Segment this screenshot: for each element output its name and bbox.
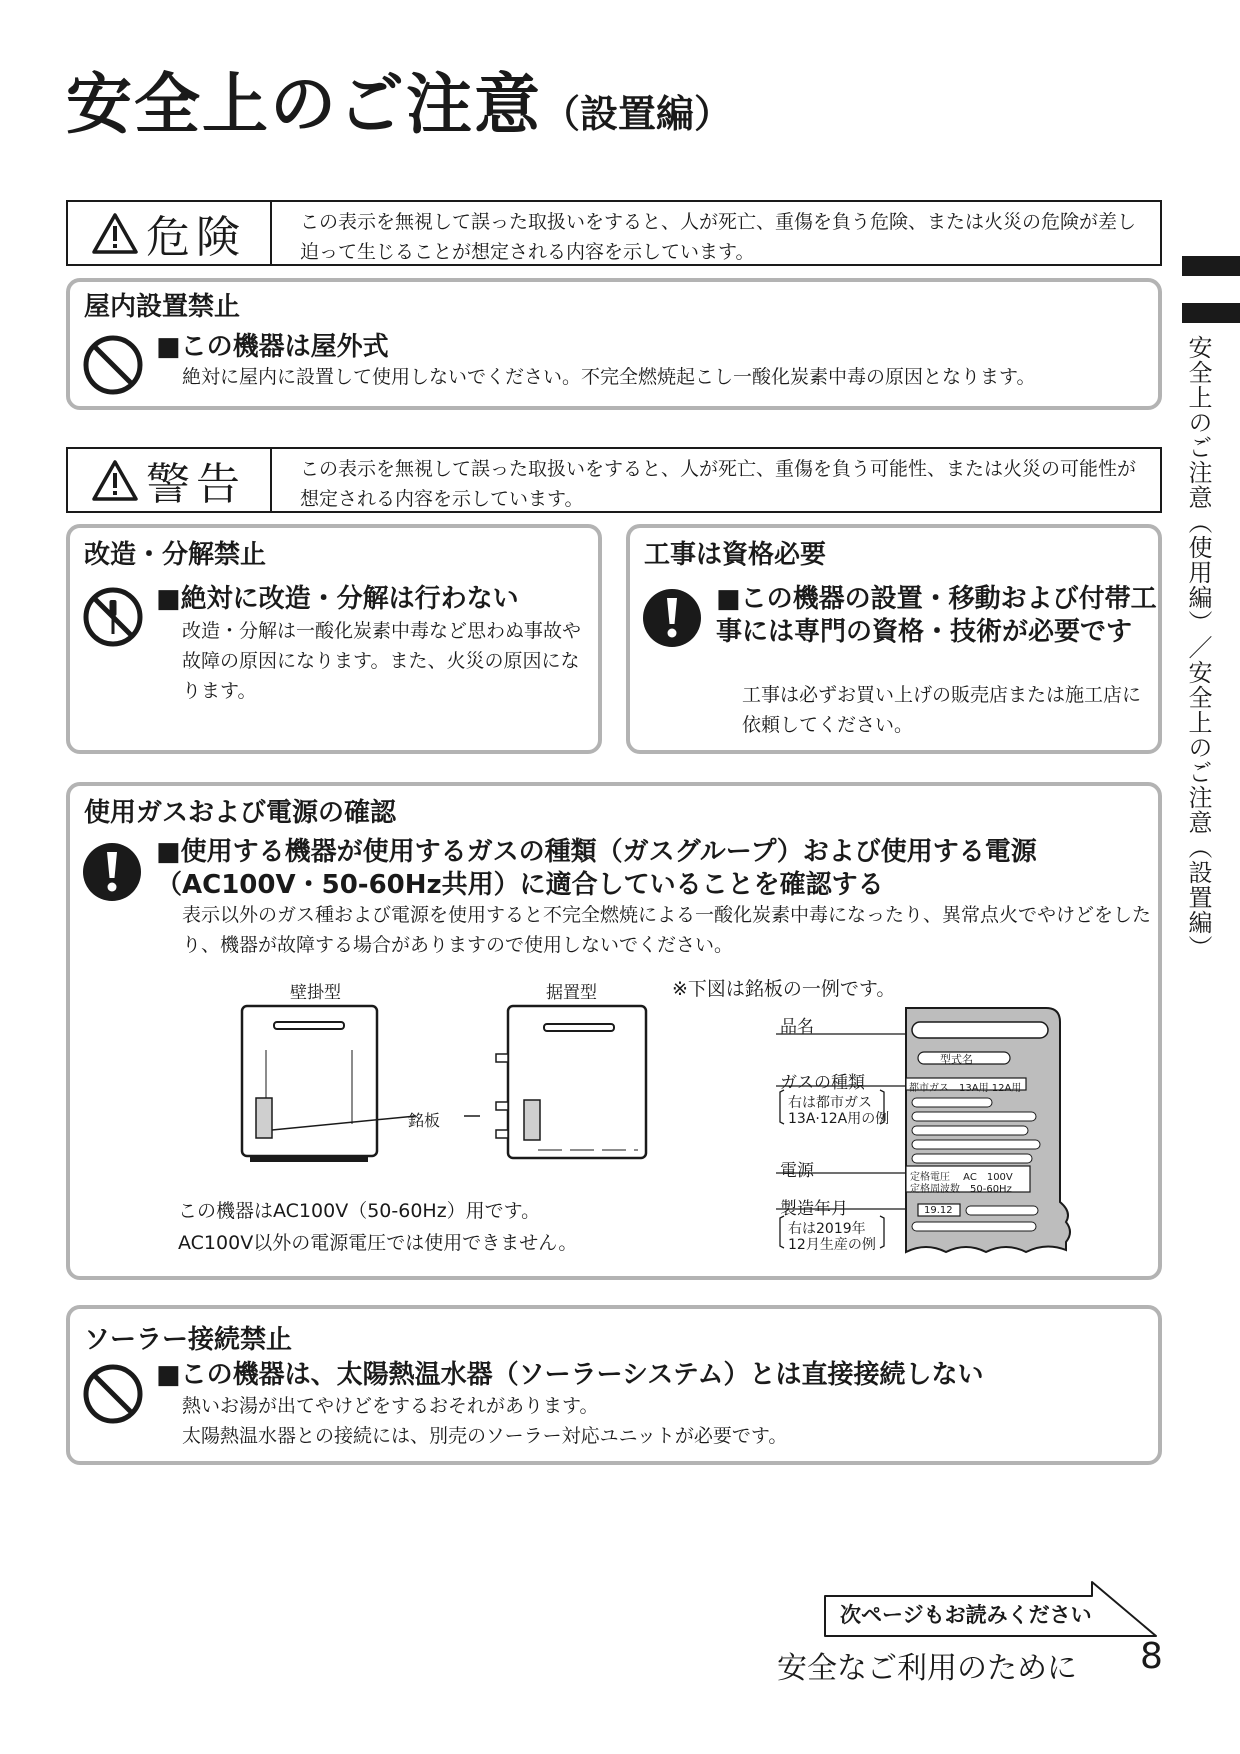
- wall-mount-unit-diagram: [240, 1004, 480, 1164]
- plate-voltage: 定格電圧 AC 100V: [910, 1172, 1013, 1183]
- side-tab-label: 安全上のご注意（使用編）／安全上のご注意（設置編）: [1184, 335, 1212, 960]
- warning-label: [68, 449, 272, 511]
- gas-power-title: 使用ガスおよび電源の確認: [84, 798, 397, 828]
- plate-label-gas-type: ガスの種類: [780, 1073, 865, 1093]
- side-tab-marker: [1182, 256, 1240, 276]
- power-note-line1: この機器はAC100V（50-60Hz）用です。: [178, 1200, 541, 1222]
- plate-label-power: 電源: [780, 1161, 814, 1181]
- wall-mount-label: 壁掛型: [290, 983, 341, 1003]
- nameplate-pointer-label: 銘板: [408, 1111, 441, 1130]
- indoor-prohibited-title: 屋内設置禁止: [84, 292, 241, 322]
- modify-prohibited-box: [66, 524, 602, 754]
- license-required-title: 工事は資格必要: [644, 540, 827, 570]
- danger-label: [68, 202, 272, 264]
- plate-label-product-name: 品名: [780, 1017, 814, 1037]
- floor-stand-unit-diagram: [478, 1004, 658, 1164]
- modify-prohibited-headline: ■絶対に改造・分解は行わない: [156, 584, 519, 614]
- license-required-headline: ■この機器の設置・移動および付帯工事には専門の資格・技術が必要です: [716, 584, 1157, 647]
- footer-section-title: 安全なご利用のために: [777, 1651, 1077, 1686]
- gas-power-headline: ■使用する機器が使用するガスの種類（ガスグループ）および使用する電源（AC100V・50-60Hz共用）に適合していることを確認する: [156, 837, 1037, 900]
- no-disassembly-icon: [82, 586, 144, 648]
- mandatory-exclamation-icon: [642, 588, 702, 648]
- danger-label-text: 危険: [146, 212, 246, 263]
- floor-stand-label: 据置型: [546, 983, 597, 1003]
- danger-description: この表示を無視して誤った取扱いをすると、人が死亡、重傷を負う危険、または火災の危険が差し迫って生じることが想定される内容を示しています。: [300, 211, 1137, 263]
- plate-label-manufacture: 製造年月: [780, 1199, 848, 1219]
- gas-note-line2: 13A·12A用の例: [788, 1111, 890, 1127]
- gas-power-body: 表示以外のガス種および電源を使用すると不完全燃焼による一酸化炭素中毒になったり、異常点火でやけどをしたり、機器が故障する場合がありますので使用しないでください。: [182, 904, 1152, 956]
- plate-frequency: 定格周波数 50-60Hz: [910, 1184, 1012, 1195]
- plate-gas-value: 都市ガス 13A用 12A用: [909, 1083, 1022, 1094]
- page-subtitle: （設置編）: [542, 92, 733, 136]
- license-required-body: 工事は必ずお買い上げの販売店または施工店に依頼してください。: [742, 684, 1142, 736]
- gas-power-box: [66, 782, 1162, 1280]
- next-page-text: 次ページもお読みください: [840, 1603, 1092, 1627]
- side-tab-marker-active: [1182, 303, 1240, 323]
- page-title: [66, 66, 733, 143]
- gas-note-line1: 右は都市ガス: [788, 1095, 872, 1111]
- warning-label-text: 警告: [146, 459, 246, 510]
- prohibited-icon: [82, 1363, 144, 1425]
- warning-description: この表示を無視して誤った取扱いをすると、人が死亡、重傷を負う可能性、または火災の可能性が想定される内容を示しています。: [300, 458, 1137, 510]
- indoor-prohibited-body: 絶対に屋内に設置して使用しないでください。不完全燃焼起こし一酸化炭素中毒の原因となります。: [182, 366, 1036, 388]
- nameplate-note: ※下図は銘板の一例です。: [672, 978, 896, 1000]
- modify-prohibited-body: 改造・分解は一酸化炭素中毒など思わぬ事故や故障の原因になります。また、火災の原因になります。: [182, 620, 582, 702]
- plate-date-value: 19.12: [924, 1205, 953, 1216]
- prohibited-icon: [82, 334, 144, 396]
- mfg-note-line1: 右は2019年: [788, 1221, 866, 1237]
- mfg-note-line2: 12月生産の例: [788, 1237, 876, 1253]
- solar-prohibited-body-line1: 熱いお湯が出てやけどをするおそれがあります。: [182, 1395, 599, 1417]
- modify-prohibited-title: 改造・分解禁止: [84, 540, 267, 570]
- power-note-line2: AC100V以外の電源電圧では使用できません。: [178, 1232, 578, 1254]
- danger-header: [66, 200, 1162, 266]
- license-required-box: [626, 524, 1162, 754]
- page-title-text: 安全上のご注意: [66, 66, 542, 143]
- indoor-prohibited-box: [66, 278, 1162, 410]
- warning-triangle-icon: [92, 459, 138, 501]
- warning-triangle-icon: [92, 212, 138, 254]
- solar-prohibited-headline: ■この機器は、太陽熱温水器（ソーラーシステム）とは直接接続しない: [156, 1360, 984, 1390]
- plate-model-name: 型式名: [940, 1053, 973, 1066]
- page-number: 8: [1140, 1636, 1163, 1677]
- mandatory-exclamation-icon: [82, 842, 142, 902]
- nameplate-diagram: [776, 1006, 1096, 1266]
- solar-prohibited-box: [66, 1305, 1162, 1465]
- solar-prohibited-body-line2: 太陽熱温水器との接続には、別売のソーラー対応ユニットが必要です。: [182, 1425, 788, 1447]
- warning-header: [66, 447, 1162, 513]
- indoor-prohibited-headline: ■この機器は屋外式: [156, 332, 389, 362]
- solar-prohibited-title: ソーラー接続禁止: [84, 1325, 293, 1355]
